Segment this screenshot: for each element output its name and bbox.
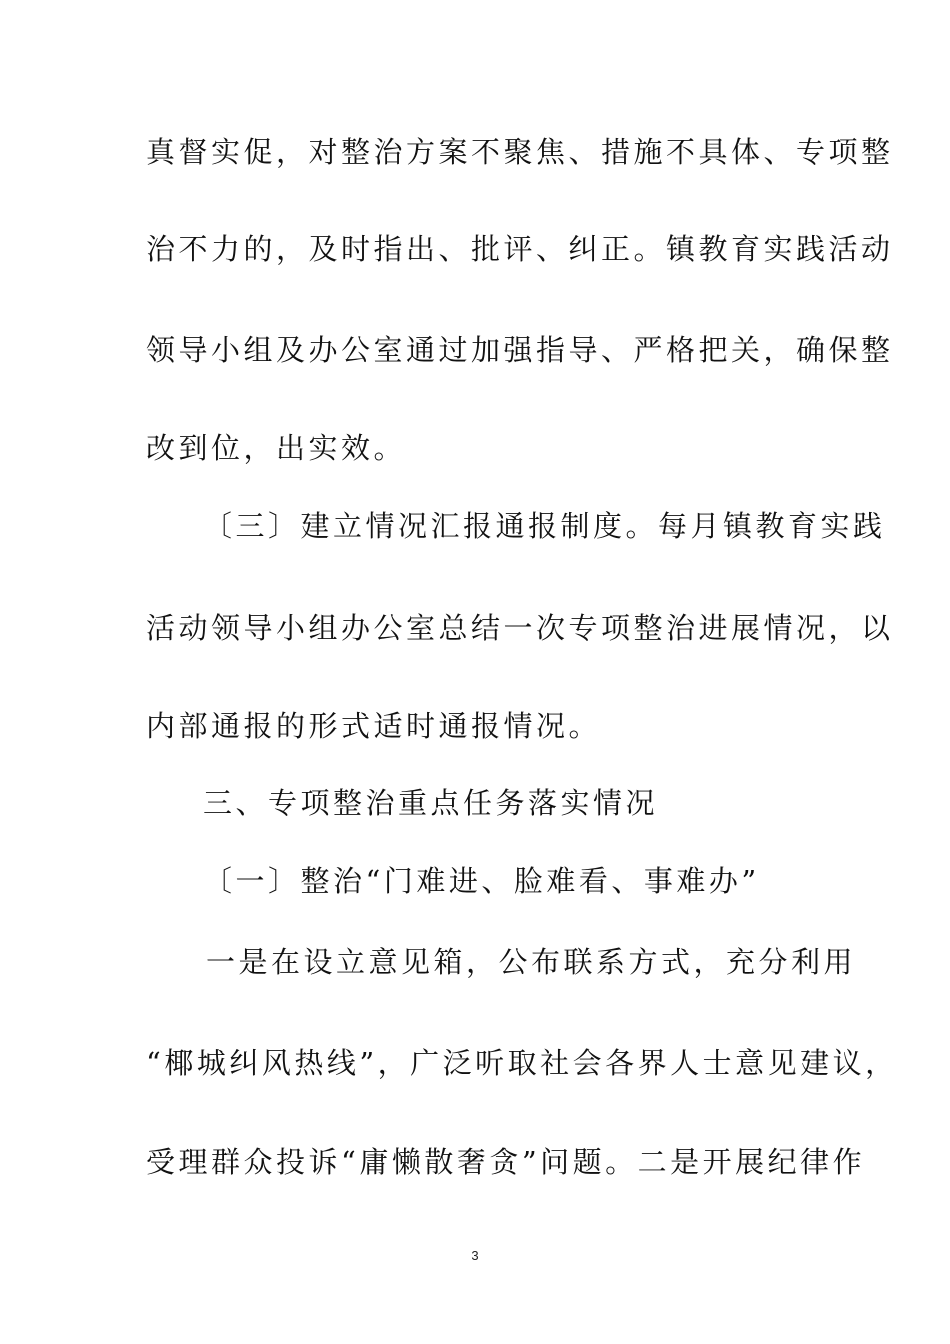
- paragraph-line-6: 活动领导小组办公室总结一次专项整治进展情况，以: [146, 611, 894, 645]
- paragraph-line-2: 治不力的，及时指出、批评、纠正。镇教育实践活动: [146, 232, 894, 266]
- paragraph-line-3: 领导小组及办公室通过加强指导、严格把关，确保整: [146, 333, 894, 367]
- paragraph-line-4: 改到位，出实效。: [146, 431, 407, 465]
- section-3-heading-line: 〔三〕建立情况汇报通报制度。每月镇教育实践: [203, 509, 886, 543]
- paragraph-line-11: “椰城纠风热线”，广泛听取社会各界人士意见建议，: [146, 1046, 898, 1080]
- paragraph-line-12: 受理群众投诉“庸懒散奢贪”问题。二是开展纪律作: [146, 1145, 866, 1179]
- paragraph-line-7: 内部通报的形式适时通报情况。: [146, 709, 602, 743]
- paragraph-line-1: 真督实促，对整治方案不聚焦、措施不具体、专项整: [146, 135, 894, 169]
- subsection-heading-one: 〔一〕整治“门难进、脸难看、事难办”: [203, 864, 760, 898]
- page-number: 3: [471, 1248, 479, 1263]
- section-heading-three: 三、专项整治重点任务落实情况: [203, 786, 659, 820]
- paragraph-line-10: 一是在设立意见箱，公布联系方式，充分利用: [206, 945, 857, 979]
